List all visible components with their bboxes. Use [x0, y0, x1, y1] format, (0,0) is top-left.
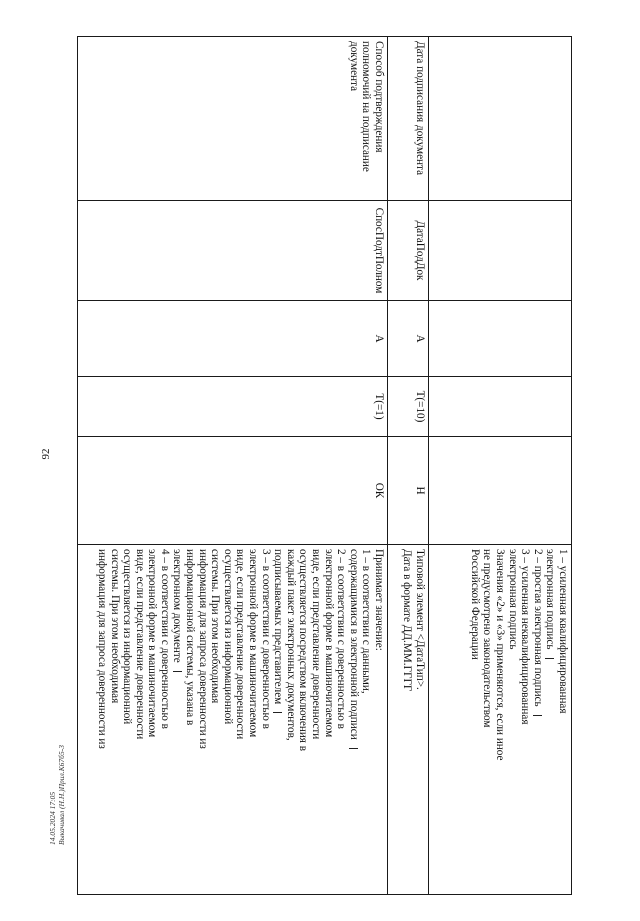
- description-line: электронной форме в машиночитаемом: [322, 549, 335, 738]
- registration-stamp: [48, 585, 66, 845]
- description-line: осуществляется из информационной: [221, 549, 234, 725]
- page-number: 92: [40, 448, 52, 460]
- description-line: 2 – простая электронная подпись: [531, 549, 544, 890]
- description-line: 3 – в соответствии с доверенностью в: [259, 549, 272, 729]
- table-row: [78, 37, 388, 895]
- attribute-flag-cell: А: [78, 301, 388, 377]
- description-line: 1 – в соответствии с данными,: [360, 549, 373, 694]
- description-line: электронная подпись: [544, 549, 557, 890]
- text-cursor-mark: [533, 715, 542, 716]
- table-row: [388, 37, 429, 895]
- description-line: системы. При этом необходимая: [108, 549, 121, 704]
- element-code-cell: СпосПодтПолном: [78, 201, 388, 301]
- element-code-cell: ДатаПодДок: [388, 201, 429, 301]
- description-cell: [388, 545, 429, 895]
- description-line: 3 – усиленная неквалифицированная: [519, 549, 532, 725]
- format-cell: [429, 377, 572, 437]
- description-line: системы. При этом необходимая: [209, 549, 222, 704]
- rotated-table-frame: [77, 36, 572, 894]
- description-cell: [78, 545, 388, 895]
- required-cell: ОК: [78, 437, 388, 545]
- element-code-cell: [429, 201, 572, 301]
- description-line: Значения «2» и «3» применяются, если иное: [494, 549, 507, 761]
- description-line: 4 – в соответствии с доверенностью в: [158, 549, 171, 729]
- table-row: [429, 37, 572, 895]
- description-line: Дата в формате ДД.ММ.ГГГГ: [401, 549, 414, 692]
- description-line: информационной системы, указана в: [184, 549, 197, 726]
- element-name-cell: Дата подписания документа: [388, 37, 429, 201]
- text-cursor-mark: [273, 712, 282, 713]
- element-name-cell: [429, 37, 572, 201]
- description-line: осуществляется посредством включения в: [297, 549, 310, 752]
- description-line: Российской Федерации: [468, 549, 481, 660]
- stamp-line-1: 14.05.2024 17:05: [48, 791, 57, 845]
- text-cursor-mark: [349, 748, 358, 749]
- description-line: информация для запроса доверенности из: [196, 549, 209, 749]
- format-cell: T(=1): [78, 377, 388, 437]
- text-cursor-mark: [545, 658, 554, 659]
- description-line: каждый пакет электронных документов,: [284, 549, 297, 741]
- description-line: виде, если представление доверенности: [234, 549, 247, 740]
- stamp-line-2: Выкачивал (Н.Н.)Прил.К67б5-3: [57, 745, 66, 845]
- description-line: осуществляется из информационной: [121, 549, 134, 725]
- required-cell: [429, 437, 572, 545]
- description-line: Типовой элемент <ДатаТип>.: [414, 549, 426, 690]
- attribute-flag-cell: [429, 301, 572, 377]
- text-cursor-mark: [173, 671, 182, 672]
- format-cell: T(=10): [388, 377, 429, 437]
- required-cell: Н: [388, 437, 429, 545]
- description-line: подписываемых представителем: [272, 549, 285, 890]
- element-spec-table: [77, 36, 572, 895]
- description-line: виде, если представление доверенности: [133, 549, 146, 740]
- description-line: не предусмотрено законодательством: [481, 549, 494, 728]
- element-name-cell: Способ подтверждения полномочий на подписание документа: [78, 37, 388, 201]
- description-line: содержащимися в электронной подписи: [347, 549, 360, 890]
- description-line: Принимает значение:: [373, 549, 385, 651]
- description-line: электронная подпись: [506, 549, 519, 650]
- description-line: 2 – в соответствии с доверенностью в: [335, 549, 348, 729]
- attribute-flag-cell: А: [388, 301, 429, 377]
- description-line: информация для запроса доверенности из: [95, 549, 108, 749]
- description-line: 1 – усиленная квалифицированная: [557, 549, 569, 714]
- description-line: электронном документе: [171, 549, 184, 890]
- description-line: электронной форме в машиночитаемом: [247, 549, 260, 738]
- description-line: электронной форме в машиночитаемом: [146, 549, 159, 738]
- description-line: виде, если представление доверенности: [310, 549, 323, 740]
- description-cell: [429, 545, 572, 895]
